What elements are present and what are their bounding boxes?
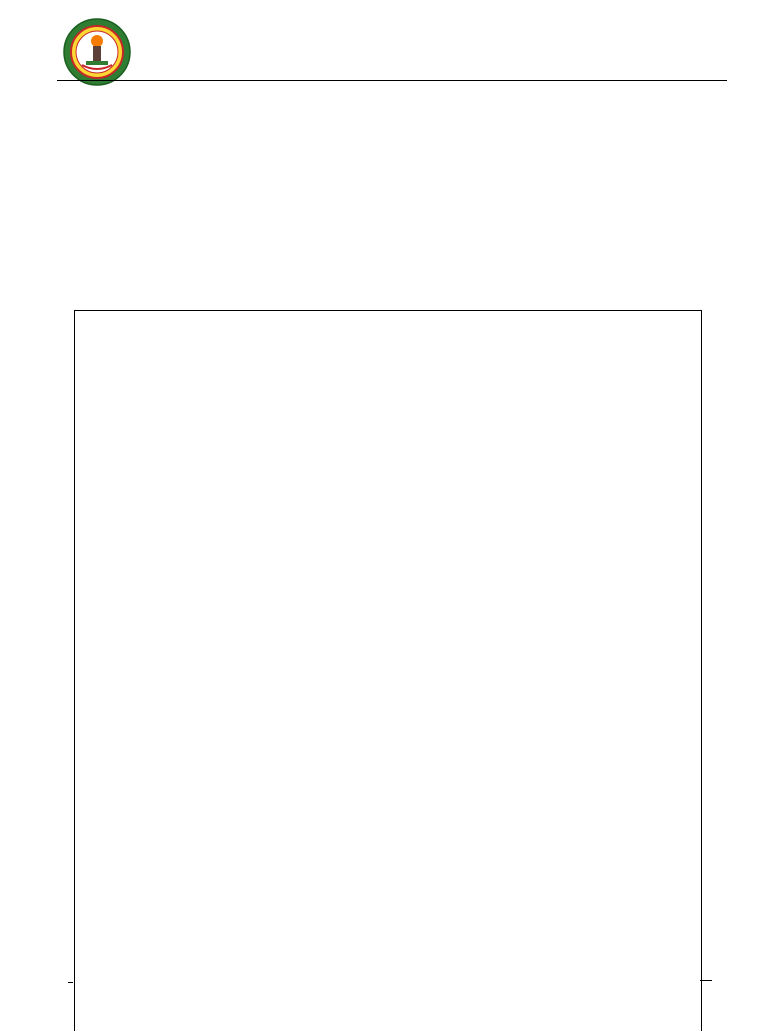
footer-mark: [700, 980, 712, 981]
header-divider: [57, 80, 727, 81]
footer-mark: [68, 982, 73, 983]
key-information-box: [74, 310, 702, 1031]
division-seal-icon: [62, 17, 132, 87]
